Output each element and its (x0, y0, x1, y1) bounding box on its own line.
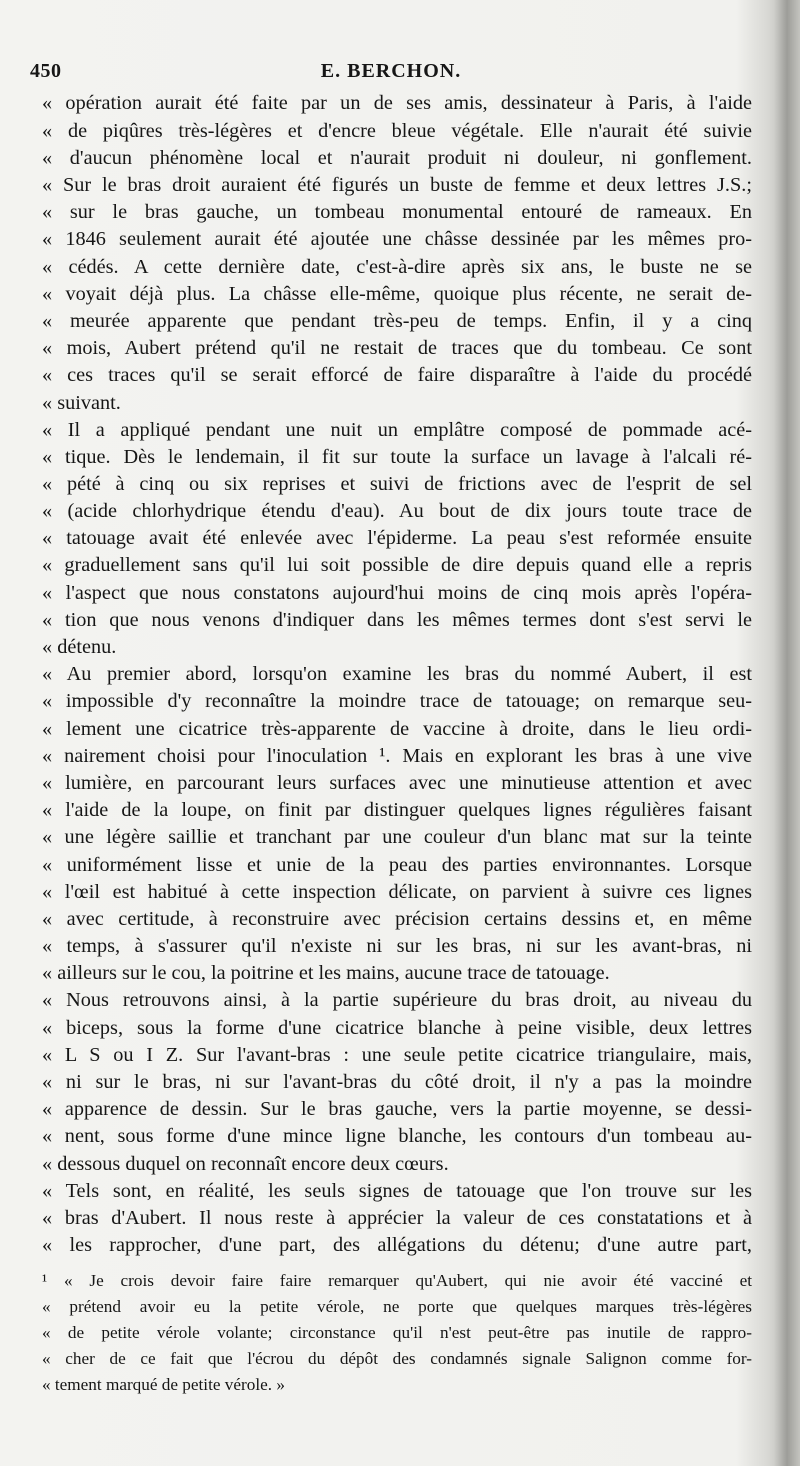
footnote-line: ¹ « Je crois devoir faire faire remarquer qu'Aubert, qui nie avoir été vacciné et (42, 1271, 752, 1290)
footnote-line: « tement marqué de petite vérole. » (42, 1375, 285, 1394)
body-text-line: « meurée apparente que pendant très-peu de temps. Enfin, il y a cinq (42, 310, 752, 332)
body-text-line: « Nous retrouvons ainsi, à la partie supérieure du bras droit, au niveau du (42, 989, 752, 1011)
body-text-line: « uniformément lisse et unie de la peau des parties environnantes. Lorsque (42, 854, 752, 876)
footnote-line: « prétend avoir eu la petite vérole, ne porte que quelques marques très-légères (42, 1297, 752, 1316)
body-text-line: « ces traces qu'il se serait efforcé de faire disparaître à l'aide du procédé (42, 364, 752, 386)
body-text-line: « pété à cinq ou six reprises et suivi de frictions avec de l'esprit de sel (42, 473, 752, 495)
body-text-line: « nairement choisi pour l'inoculation ¹. Mais en explorant les bras à une vive (42, 745, 752, 767)
body-text-line: « d'aucun phénomène local et n'aurait produit ni douleur, ni gonflement. (42, 147, 752, 169)
body-text-line: « une légère saillie et tranchant par une couleur d'un blanc mat sur la teinte (42, 826, 752, 848)
body-text-line: « graduellement sans qu'il lui soit possible de dire depuis quand elle a repris (42, 554, 752, 576)
body-text-line: « bras d'Aubert. Il nous reste à apprécier la valeur de ces constatations et à (42, 1207, 752, 1229)
page-number: 450 (30, 60, 62, 82)
body-text-line: « impossible d'y reconnaître la moindre trace de tatouage; on remarque seu- (42, 690, 752, 712)
body-text-line: « 1846 seulement aurait été ajoutée une châsse dessinée par les mêmes pro- (42, 228, 752, 250)
body-text-line: « l'aspect que nous constatons aujourd'hui moins de cinq mois après l'opéra- (42, 582, 752, 604)
body-text-line: « Sur le bras droit auraient été figurés un buste de femme et deux lettres J.S.; (42, 174, 752, 196)
body-text-line: « opération aurait été faite par un de ses amis, dessinateur à Paris, à l'aide (42, 92, 752, 114)
body-text-line: « l'aide de la loupe, on finit par distinguer quelques lignes régulières faisant (42, 799, 752, 821)
book-gutter-shadow (774, 0, 800, 1466)
body-text-line: « cédés. A cette dernière date, c'est-à-dire après six ans, le buste ne se (42, 256, 752, 278)
footnote-line: « cher de ce fait que l'écrou du dépôt des condamnés signale Salignon comme for- (42, 1349, 752, 1368)
body-text-line: « lement une cicatrice très-apparente de vaccine à droite, dans le lieu ordi- (42, 718, 752, 740)
body-text-line: « biceps, sous la forme d'une cicatrice blanche à peine visible, deux lettres (42, 1017, 752, 1039)
body-text-line: « tique. Dès le lendemain, il fit sur toute la surface un lavage à l'alcali ré- (42, 446, 752, 468)
body-text-line: « temps, à s'assurer qu'il n'existe ni sur les bras, ni sur les avant-bras, ni (42, 935, 752, 957)
body-text-line: « tatouage avait été enlevée avec l'épiderme. La peau s'est reformée ensuite (42, 527, 752, 549)
body-text-line: « détenu. (42, 636, 117, 658)
running-title: E. BERCHON. (320, 60, 462, 82)
body-text-line: « sur le bras gauche, un tombeau monumental entouré de rameaux. En (42, 201, 752, 223)
body-text-line: « Tels sont, en réalité, les seuls signes de tatouage que l'on trouve sur les (42, 1180, 752, 1202)
body-text-line: « Il a appliqué pendant une nuit un emplâtre composé de pommade acé- (42, 419, 752, 441)
page-header (30, 60, 752, 90)
body-text-line: « lumière, en parcourant leurs surfaces avec une minutieuse attention et avec (42, 772, 752, 794)
body-text-line: « Au premier abord, lorsqu'on examine les bras du nommé Aubert, il est (42, 663, 752, 685)
body-text-line: « l'œil est habitué à cette inspection délicate, on parvient à suivre ces lignes (42, 881, 752, 903)
body-text-line: « L S ou I Z. Sur l'avant-bras : une seule petite cicatrice triangulaire, mais, (42, 1044, 752, 1066)
body-text-line: « voyait déjà plus. La châsse elle-même, quoique plus récente, ne serait de- (42, 283, 752, 305)
body-text-line: « suivant. (42, 392, 121, 414)
body-text-line: « ailleurs sur le cou, la poitrine et les mains, aucune trace de tatouage. (42, 962, 610, 984)
body-text-line: « apparence de dessin. Sur le bras gauche, vers la partie moyenne, se dessi- (42, 1098, 752, 1120)
body-text-line: « (acide chlorhydrique étendu d'eau). Au bout de dix jours toute trace de (42, 500, 752, 522)
body-text-line: « dessous duquel on reconnaît encore deux cœurs. (42, 1153, 449, 1175)
body-text-line: « tion que nous venons d'indiquer dans les mêmes termes dont s'est servi le (42, 609, 752, 631)
body-text-line: « mois, Aubert prétend qu'il ne restait de traces que du tombeau. Ce sont (42, 337, 752, 359)
body-text-line: « ni sur le bras, ni sur l'avant-bras du côté droit, il n'y a pas la moindre (42, 1071, 752, 1093)
footnote-line: « de petite vérole volante; circonstance qu'il n'est peut-être pas inutile de rappro- (42, 1323, 752, 1342)
body-text-line: « de piqûres très-légères et d'encre bleue végétale. Elle n'aurait été suivie (42, 120, 752, 142)
body-text-line: « les rapprocher, d'une part, des allégations du détenu; d'une autre part, (42, 1234, 752, 1256)
body-text-line: « nent, sous forme d'une mince ligne blanche, les contours d'un tombeau au- (42, 1125, 752, 1147)
body-text-line: « avec certitude, à reconstruire avec précision certains dessins et, en même (42, 908, 752, 930)
